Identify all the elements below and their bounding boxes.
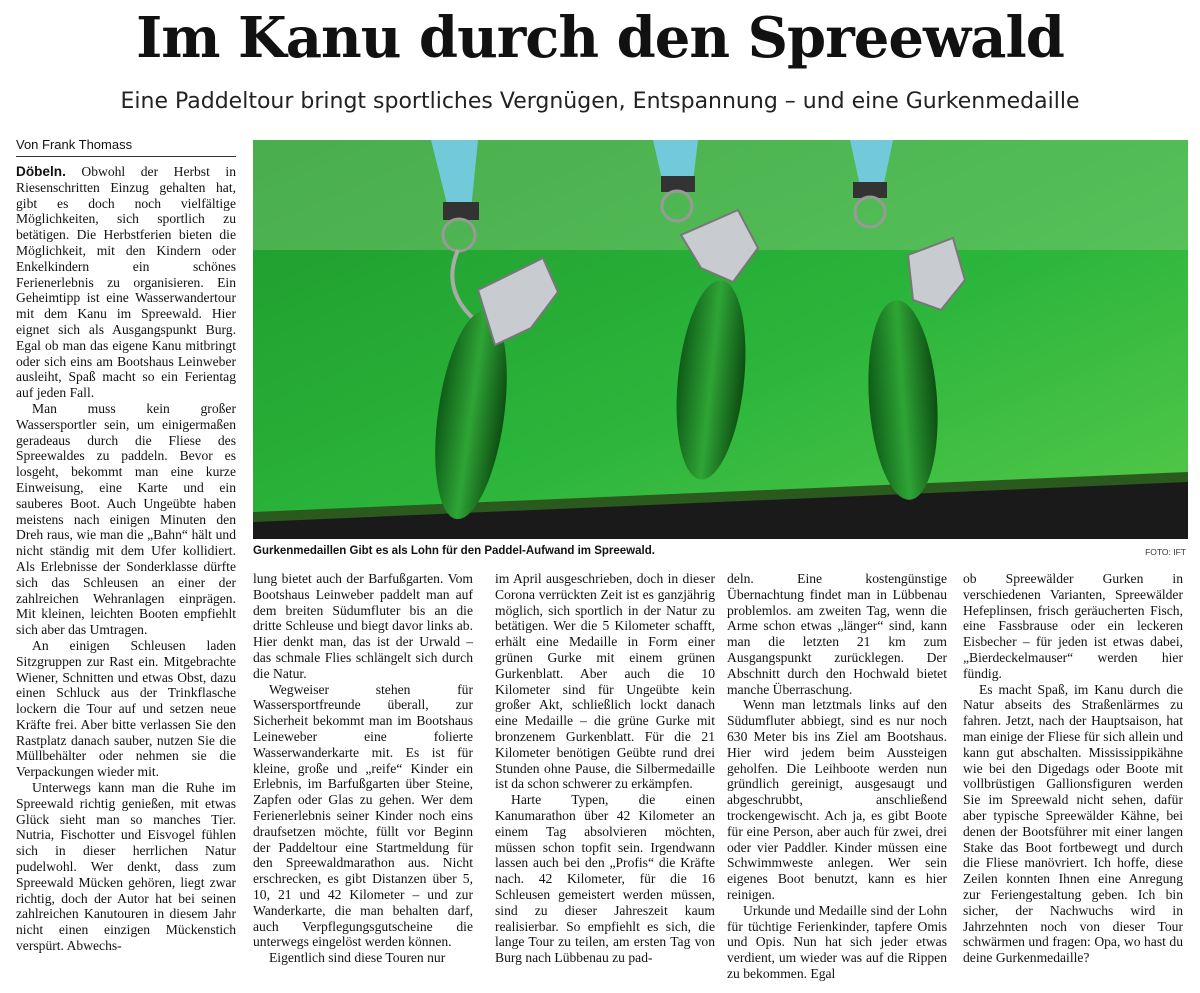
byline: Von Frank Thomass (16, 136, 236, 157)
paragraph: Es macht Spaß, im Kanu durch die Natur abseits des Straßenlärmes zu fahren. Jetzt, nach der Hauptsaison, hat man einige der Fliese für sich allein und kann gut abschalten. Mississippikähne wie bei den Digedags oder Boote mit vollbrüstigen Gallionsfiguren werden Sie im Spreewald nicht sehen, dafür aber typische Spreewälder Kähne, bei denen der Bootsführer mit einer langen Stake das Boot fortbewegt und durch die Fliese manövriert. Ich hoffe, diese Zeilen konnten Ihnen eine Anregung zur Feriengestaltung geben. Ich bin sicher, der Nachwuchs wird in Jahrzehnten noch von dieser Tour schwärmen und fragen: Opa, wo hast du deine Gurkenmedaille? (963, 681, 1183, 966)
column-4 (727, 571, 947, 991)
paragraph: lung bietet auch der Barfußgarten. Vom Bootshaus Leinweber paddelt man auf dem breiten Südumfluter bis an die dritte Schleuse und biegt davor links ab. Hier denkt man, das ist der Urwald – das schmale Flies schlängelt sich durch die Natur. (253, 571, 473, 681)
paragraph (16, 164, 236, 401)
column-3 (495, 571, 715, 991)
paragraph: Unterwegs kann man die Ruhe im Spreewald richtig genießen, mit etwas Glück sieht man so manches Tier. Nutria, Fischotter und Eisvogel fühlen sich in dieser herrlichen Natur pudelwohl. Wer denkt, dass zum Spreewald Mücken gehören, liegt zwar richtig, doch der Autor hat bei seinen zahlreichen Kanutouren in diesem Jahr nicht einen einzigen Mückenstich verspürt. Abwechs- (16, 780, 236, 954)
column-5 (963, 571, 1183, 991)
paragraph: Man muss kein großer Wassersportler sein, um einigermaßen geradeaus durch die Fliese des Spreewaldes zu paddeln. Bevor es losgeht, bekommt man eine kurze Einweisung, eine Karte und ein sauberes Boot. Auch Ungeübte haben meistens nach einigen Minuten den Dreh raus, wie man die „Bahn“ hält und nicht ständig mit dem Ufer kollidiert. Als Erlebnisse der Sonderklasse dürfte sich das Schleusen an einer der zahlreichen Wehranlagen einprägen. Mit kleinen, leichten Booten empfiehlt sich aber das Umtragen. (16, 400, 236, 638)
headline: Im Kanu durch den Spreewald (136, 5, 1064, 71)
cucumber-medals-image (253, 140, 1188, 539)
paragraph: Urkunde und Medaille sind der Lohn für tüchtige Ferienkinder, tapfere Omis und Opis. Nun hat sich jeder etwas verdient, um wieder was auf die Rippen zu bekommen. Egal (727, 902, 947, 981)
paragraph: Wegweiser stehen für Wassersportfreunde überall, zur Sicherheit bekommt man im Bootshaus Leineweber eine folierte Wasserwanderkarte mit. Es ist für kleine, große und „reife“ Kinder ein Erlebnis, im Barfußgarten über Steine, Zapfen oder Glas zu gehen. Wer dem Ferienerlebnis seiner Kinder noch eins draufsetzen möchte, füllt vor Beginn der Paddeltour eine Startmeldung für den Spreewaldmarathon aus. Nicht erschrecken, es gibt Distanzen über 5, 10, 21 und 42 Kilometer – und zur Wanderkarte, die man behalten darf, auch Verpflegungsgutscheine die unterwegs eingelöst werden können. (253, 681, 473, 950)
article-photo (253, 140, 1188, 539)
subtitle: Eine Paddeltour bringt sportliches Vergnügen, Entspannung – und eine Gurkenmedaille (120, 89, 1080, 114)
caption-text: Gurkenmedaillen Gibt es als Lohn für den Paddel-Aufwand im Spreewald. (253, 545, 655, 557)
paragraph: Harte Typen, die einen Kanumarathon über 42 Kilometer an einem Tag absolvieren möchten, müssen schon topfit sein. Irgendwann lassen auch bei den „Profis“ die Kräfte nach. 42 Kilometer, für die 16 Schleusen gemeistert werden müssen, sind zu dieser Jahreszeit kaum realisierbar. So empfiehlt es sich, die lange Tour zu teilen, am ersten Tag von Burg nach Lübbenau zu pad- (495, 792, 715, 966)
paragraph: im April ausgeschrieben, doch in dieser Corona verrückten Zeit ist es ganzjährig möglich, sich sportlich in der Natur zu betätigen. Wer die 5 Kilometer schafft, erhält eine Medaille in Form einer grünen Gurke mit einem grünen Gurkenblatt. Aber auch die 10 Kilometer sind für Ungeübte kein großer Akt, schließlich lockt danach eine Medaille – die grüne Gurke mit bronzenem Gurkenblatt. Für die 21 Kilometer benötigen Geübte rund drei Stunden ohne Pause, die Silbermedaille ist da schon schwerer zu erkämpfen. (495, 571, 715, 792)
paragraph-text: Obwohl der Herbst in Riesenschritten Einzug gehalten hat, gibt es doch noch vielfältige Möglichkeiten, sich sportlich zu betätigen. Die Herbstferien bieten die Möglichkeit, mit den Kindern oder Enkelkindern ein schönes Ferienerlebnis zu organisieren. Ein Geheimtipp ist eine Wasserwandertour mit dem Kanu im Spreewald. Hier eignet sich als Ausgangspunkt Burg. Egal ob man das eigene Kanu mitbringt oder sich eins am Bootshaus Leinweber ausleiht, Spaß macht so ein Ferientag auf jeden Fall. (16, 164, 236, 401)
column-2 (253, 571, 473, 991)
paragraph: ob Spreewälder Gurken in verschiedenen Varianten, Spreewälder Hefeplinsen, frisch geräucherten Fisch, eine Fassbrause oder ein leckeren Eisbecher – für jeden ist etwas dabei, „Bierdeckelmauser“ werden hier fündig. (963, 571, 1183, 681)
photo-credit: FOTO: IFT (1145, 547, 1186, 557)
paragraph: Wenn man letztmals links auf den Südumfluter abbiegt, sind es nur noch 630 Meter bis ins Ziel am Bootshaus. Hier wird jedem beim Aussteigen geholfen. Die Leihboote werden nun gründlich gereinigt, ausgesaugt und abgeschrubbt, anschließend trockengewischt. Ach ja, es gibt Boote für eine Person, aber auch für zwei, drei oder vier Paddler. Kinder müssen eine Schwimmweste anlegen. Wer sein eigenes Boot benutzt, kann es hier reinigen. (727, 697, 947, 902)
paragraph: Eigentlich sind diese Touren nur (269, 950, 446, 966)
paragraph: deln. Eine kostengünstige Übernachtung findet man in Lübbenau problemlos. am zweiten Tag, wenn die Arme schon etwas „länger“ sind, kann man die letzten 21 km zum Ausgangspunkt zurücklegen. Der Abschnitt durch den Hochwald bietet manche Überraschung. (727, 571, 947, 697)
dateline: Döbeln. (16, 164, 66, 179)
paragraph: An einigen Schleusen laden Sitzgruppen zur Rast ein. Mitgebrachte Wiener, Schnitten und etwas Obst, dazu einen Schluck aus der Trinkflasche lockern die Tour auf und setzen neue Kräfte frei. Aber bitte verlassen Sie den Rastplatz danach sauber, nutzen Sie die Müllbehälter oder nehmen sie die Verpackungen wieder mit. (16, 637, 236, 780)
photo-caption (253, 544, 1188, 558)
column-1 (16, 164, 236, 990)
